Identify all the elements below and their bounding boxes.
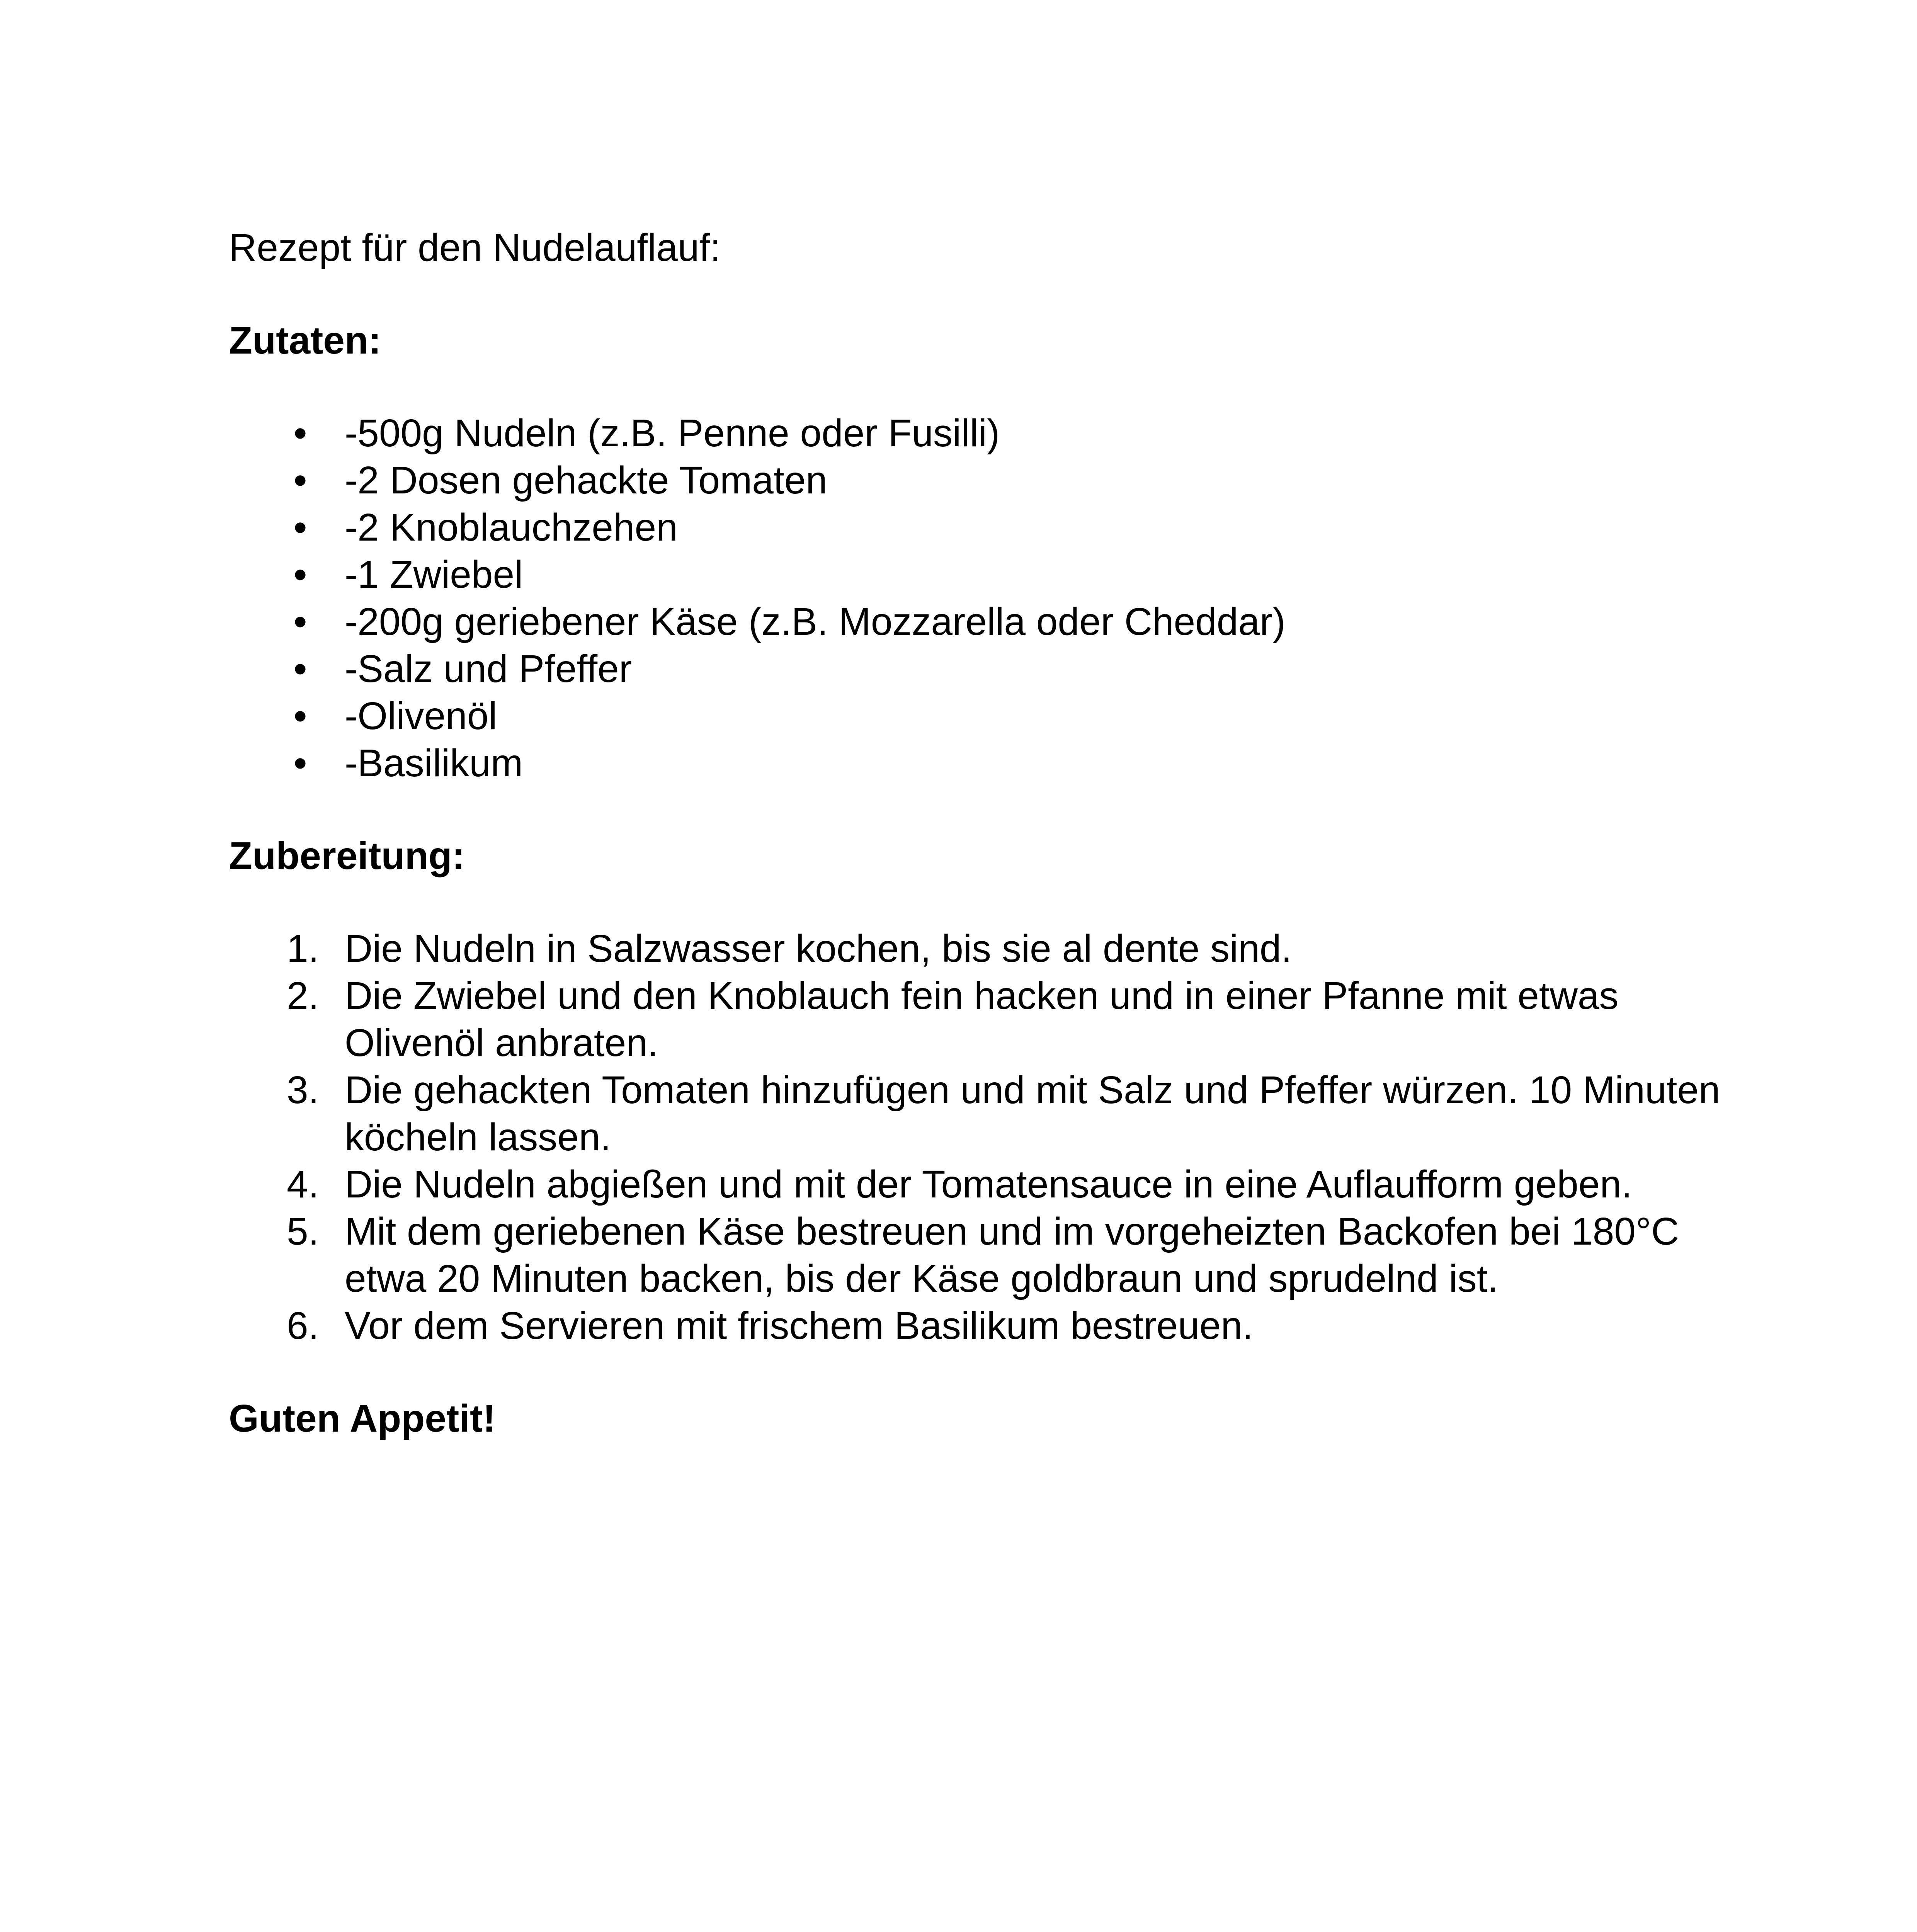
step-number: 4. (287, 1163, 319, 1206)
ingredient-text: -1 Zwiebel (345, 553, 523, 596)
step-number: 3. (287, 1068, 319, 1112)
list-item (229, 457, 1720, 504)
list-item (229, 1066, 1720, 1161)
list-item (229, 925, 1720, 972)
bullet-icon: • (293, 412, 307, 455)
recipe-intro: Rezept für den Nudelauflauf: (229, 226, 721, 269)
ingredient-text: -Salz und Pfeffer (345, 647, 632, 690)
closing-line: Guten Appetit! (229, 1397, 496, 1440)
bullet-icon: • (293, 506, 307, 549)
list-item (229, 504, 1720, 551)
list-item (229, 740, 1720, 787)
list-item (229, 410, 1720, 457)
recipe-content (229, 224, 1720, 1442)
list-item (229, 598, 1720, 645)
ingredient-text: -2 Knoblauchzehen (345, 506, 678, 549)
preparation-heading: Zubereitung: (229, 834, 465, 878)
step-number: 5. (287, 1210, 319, 1253)
ingredient-text: -500g Nudeln (z.B. Penne oder Fusilli) (345, 412, 1000, 455)
step-text: Die Nudeln abgießen und mit der Tomatensauce in eine Auflaufform geben. (345, 1163, 1632, 1206)
bullet-icon: • (293, 647, 307, 690)
ingredient-text: -200g geriebener Käse (z.B. Mozzarella oder Cheddar) (345, 600, 1286, 643)
ingredients-heading: Zutaten: (229, 319, 381, 362)
ingredient-text: -Basilikum (345, 742, 523, 785)
list-item (229, 1302, 1720, 1349)
bullet-icon: • (293, 553, 307, 596)
bullet-icon: • (293, 742, 307, 785)
bullet-icon: • (293, 600, 307, 643)
preparation-steps-list (229, 925, 1720, 1349)
list-item (229, 692, 1720, 740)
list-item (229, 645, 1720, 692)
bullet-icon: • (293, 694, 307, 738)
ingredient-text: -2 Dosen gehackte Tomaten (345, 459, 827, 502)
ingredient-text: -Olivenöl (345, 694, 497, 738)
list-item (229, 551, 1720, 598)
step-text: Die Nudeln in Salzwasser kochen, bis sie al dente sind. (345, 927, 1292, 970)
bullet-icon: • (293, 459, 307, 502)
step-text: Mit dem geriebenen Käse bestreuen und im vorgeheizten Backofen bei 180°C etwa 20 Minuten backen, bis der Käse goldbraun und sprudelnd ist. (345, 1210, 1679, 1300)
list-item (229, 1161, 1720, 1208)
list-item (229, 972, 1720, 1066)
step-number: 6. (287, 1304, 319, 1347)
step-text: Die Zwiebel und den Knoblauch fein hacken und in einer Pfanne mit etwas Olivenöl anbraten. (345, 974, 1619, 1065)
step-number: 2. (287, 974, 319, 1017)
step-text: Die gehackten Tomaten hinzufügen und mit Salz und Pfeffer würzen. 10 Minuten köcheln lassen. (345, 1068, 1720, 1159)
step-text: Vor dem Servieren mit frischem Basilikum bestreuen. (345, 1304, 1253, 1347)
list-item (229, 1208, 1720, 1302)
ingredients-list (229, 410, 1720, 787)
step-number: 1. (287, 927, 319, 970)
